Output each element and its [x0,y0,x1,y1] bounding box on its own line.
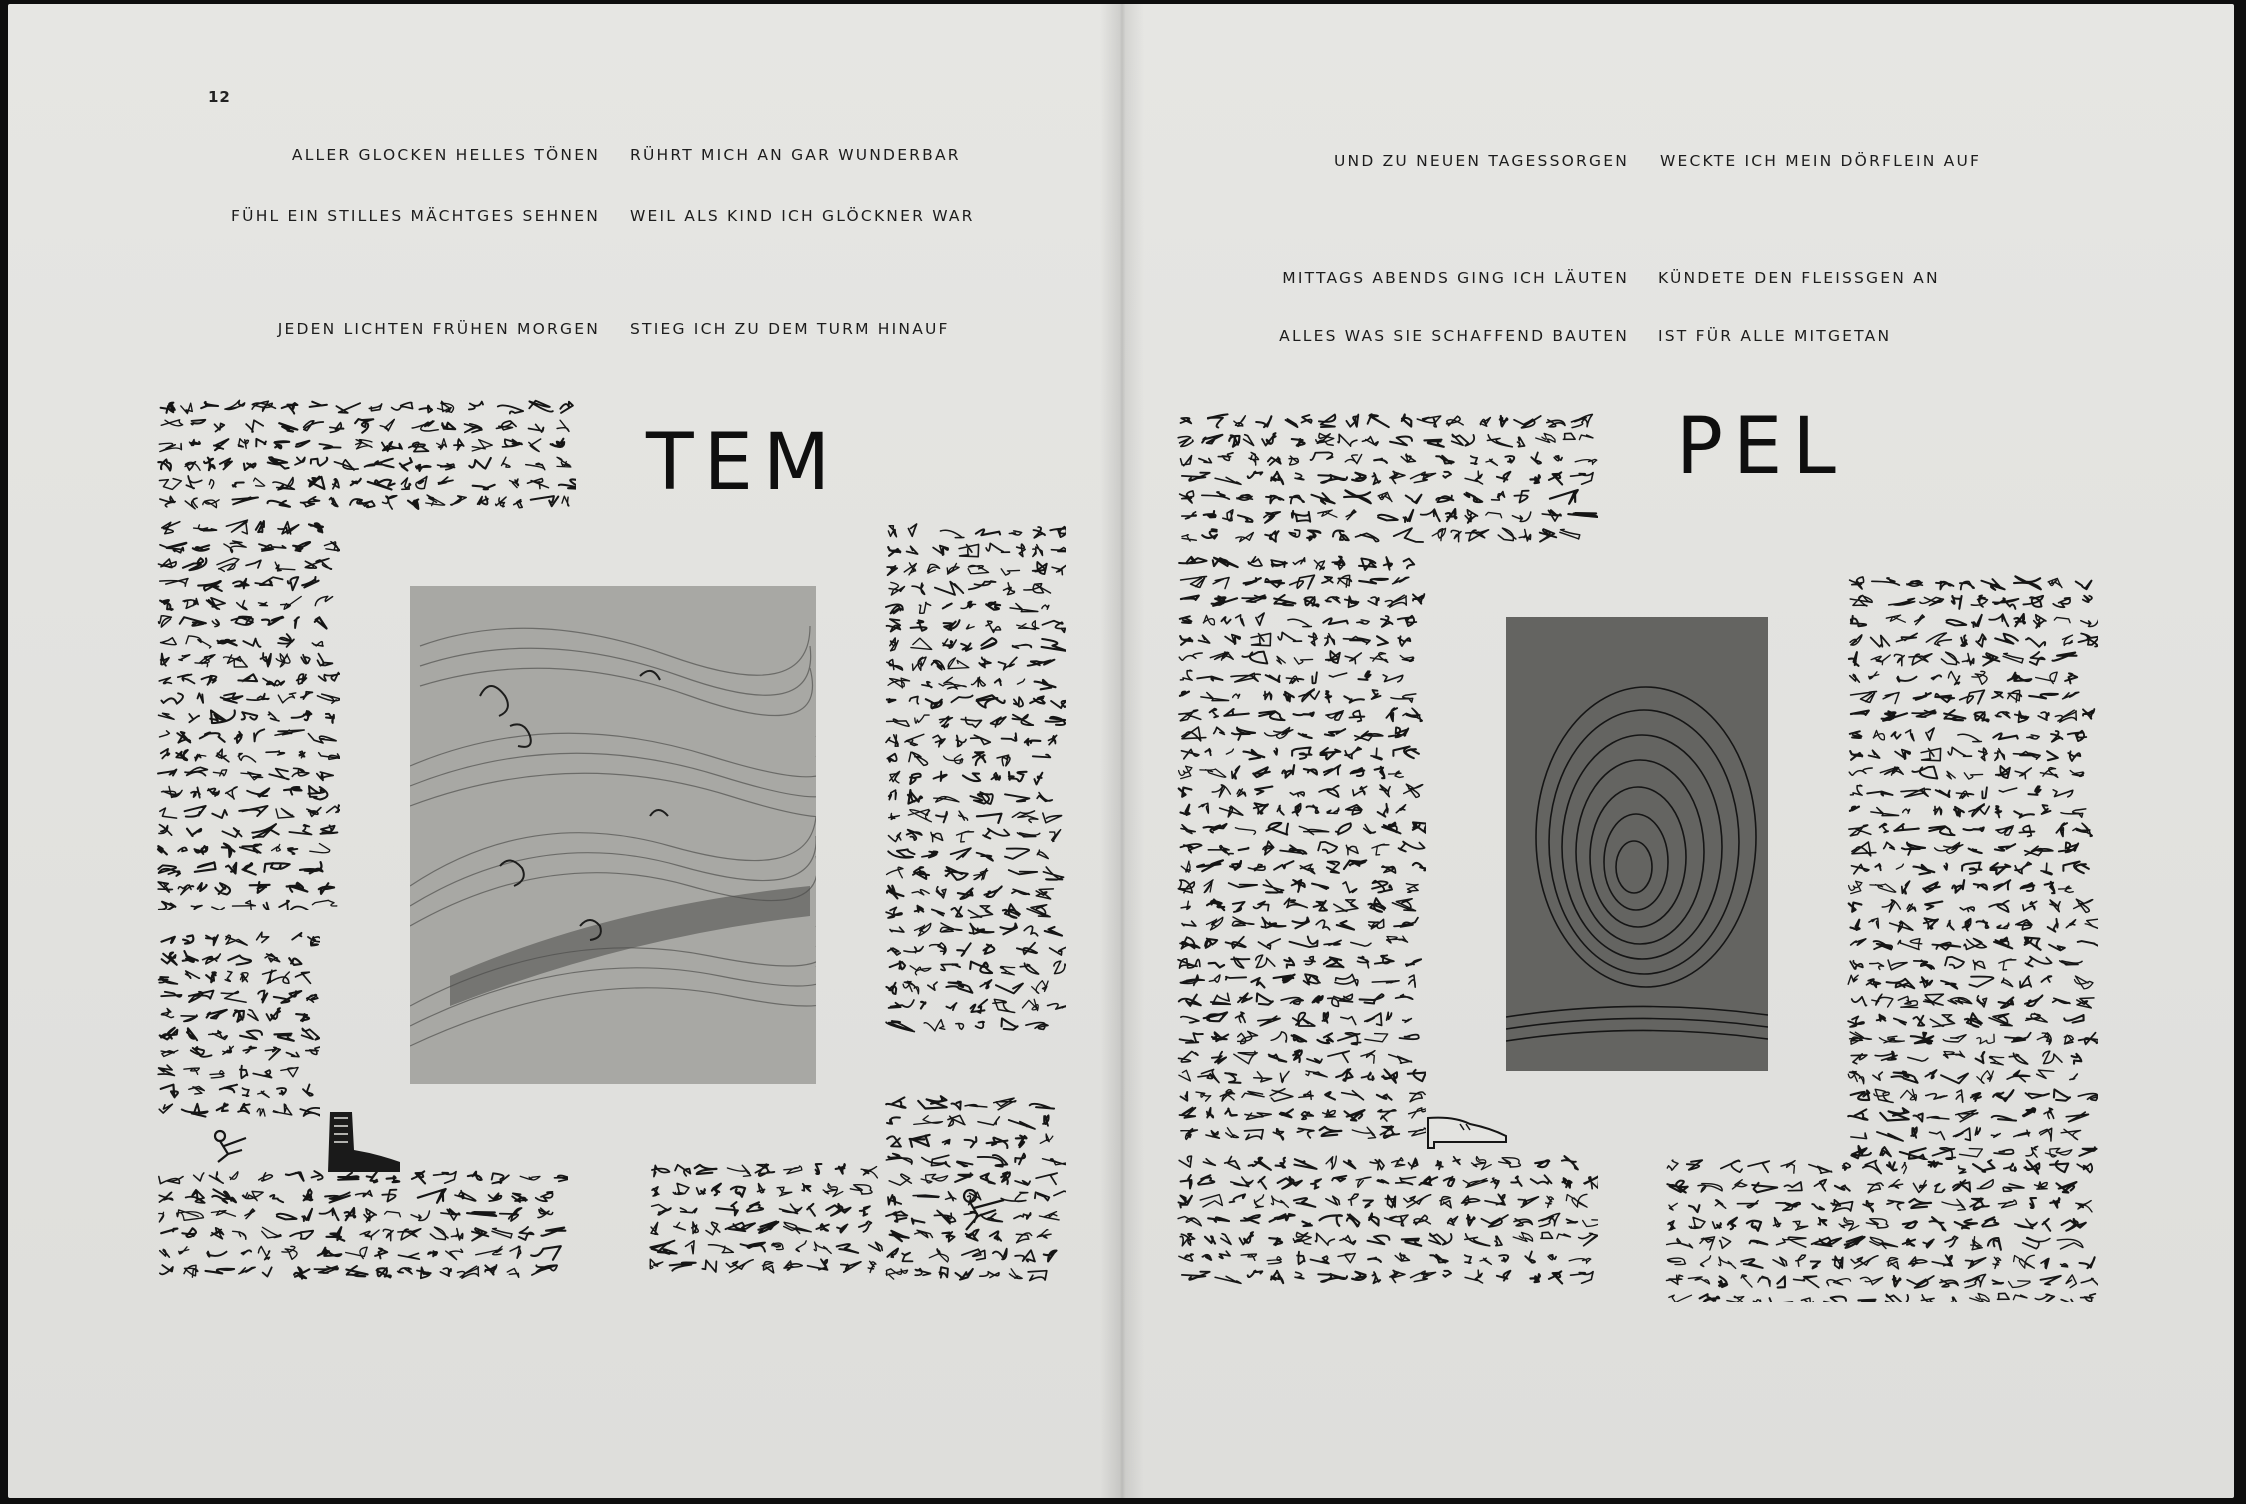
boot-illustration-left [318,1110,404,1176]
glyph-block-pel-right-bottom [1664,1154,2098,1302]
verse-right-2b: KÜNDETE DEN FLEISSGEN AN [1658,269,1940,287]
title-fragment-left: TEM [646,418,841,508]
verse-right-1a: UND ZU NEUEN TAGESSORGEN [1334,152,1629,170]
verse-left-1a: ALLER GLOCKEN HELLES TÖNEN [291,146,600,164]
verse-left-2b: WEIL ALS KIND ICH GLÖCKNER WAR [630,207,975,225]
shoe-illustration-right [1424,1112,1508,1150]
glyph-block-pel-top [1176,408,1598,550]
glyph-block-middle-bottom [648,1158,884,1282]
glyph-block-right-column-a [884,518,1066,1040]
figure-illustration-left [206,1128,252,1164]
glyph-block-left-lower [156,926,320,1122]
glyph-block-left-column [156,514,340,910]
verse-right-2a: MITTAGS ABENDS GING ICH LÄUTEN [1282,269,1629,287]
verse-right-1b: WECKTE ICH MEIN DÖRFLEIN AUF [1660,152,1982,170]
page-number: 12 [208,88,231,106]
etching-plate-left [410,586,816,1084]
glyph-block-pel-right-column [1846,570,2098,1160]
verse-left-3a: JEDEN LICHTEN FRÜHEN MORGEN [277,320,600,338]
verse-right-3a: ALLES WAS SIE SCHAFFEND BAUTEN [1279,327,1629,345]
verse-left-3b: STIEG ICH ZU DEM TURM HINAUF [630,320,950,338]
glyph-block-pel-bottom [1176,1150,1598,1296]
glyph-block-pel-column [1176,550,1426,1142]
book-gutter [1100,4,1144,1498]
title-fragment-right: PEL [1676,402,1846,492]
verse-left-2a: FÜHL EIN STILLES MÄCHTGES SEHNEN [231,207,600,225]
figure-illustration-middle [952,1186,1012,1232]
verse-left-1b: RÜHRT MICH AN GAR WUNDERBAR [630,146,961,164]
etching-plate-right [1506,617,1768,1071]
glyph-block-left-top [156,394,576,514]
glyph-block-left-bottom [156,1164,568,1282]
verse-right-3b: IST FÜR ALLE MITGETAN [1658,327,1892,345]
